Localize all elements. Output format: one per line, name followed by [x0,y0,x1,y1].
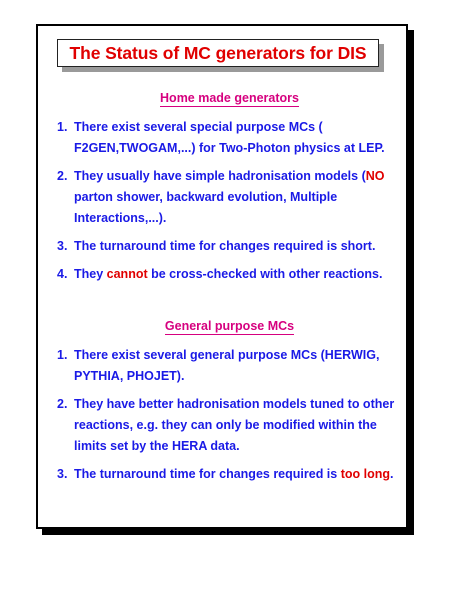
title-box [57,39,379,67]
list-item [57,464,397,485]
item-text: The turnaround time for changes required is [74,467,341,481]
list-item [57,394,397,457]
item-highlight: too long [340,467,391,481]
item-number: 1. [57,348,68,362]
list-general [57,345,397,485]
item-number: 2. [57,169,68,183]
item-text: be cross-checked with other reactions. [147,267,383,281]
item-text: parton shower, backward evolution, Multiple Interactions,...). [74,190,338,225]
list-item [57,264,397,285]
item-text: . [390,467,394,481]
section-heading-text: Home made generators [160,91,299,105]
item-number: 1. [57,120,68,134]
item-number: 2. [57,397,68,411]
item-text: There exist several general purpose MCs (HERWIG, PYTHIA, PHOJET). [74,348,380,383]
item-number: 3. [57,467,68,481]
list-home-made [57,117,397,285]
item-highlight: cannot [106,267,148,281]
section-heading-text: General purpose MCs [164,319,295,333]
item-text: They [74,267,107,281]
list-item [57,236,397,257]
item-number: 3. [57,239,68,253]
list-item [57,117,397,159]
list-item [57,166,397,229]
section-heading-home-made [0,89,459,107]
item-highlight: NO [365,169,385,183]
item-text: They usually have simple hadronisation models ( [74,169,366,183]
section-heading-general [0,317,459,335]
list-item [57,345,397,387]
slide-title: The Status of MC generators for DIS [69,42,367,63]
item-text: There exist several special purpose MCs ( F2GEN,TWOGAM,...) for Two-Photon physics at LEP. [74,120,385,155]
item-text: They have better hadronisation models tuned to other reactions, e.g. they can only be modified within the limits set by the HERA data. [74,397,395,453]
item-text: The turnaround time for changes required is short. [74,239,376,253]
item-number: 4. [57,267,68,281]
